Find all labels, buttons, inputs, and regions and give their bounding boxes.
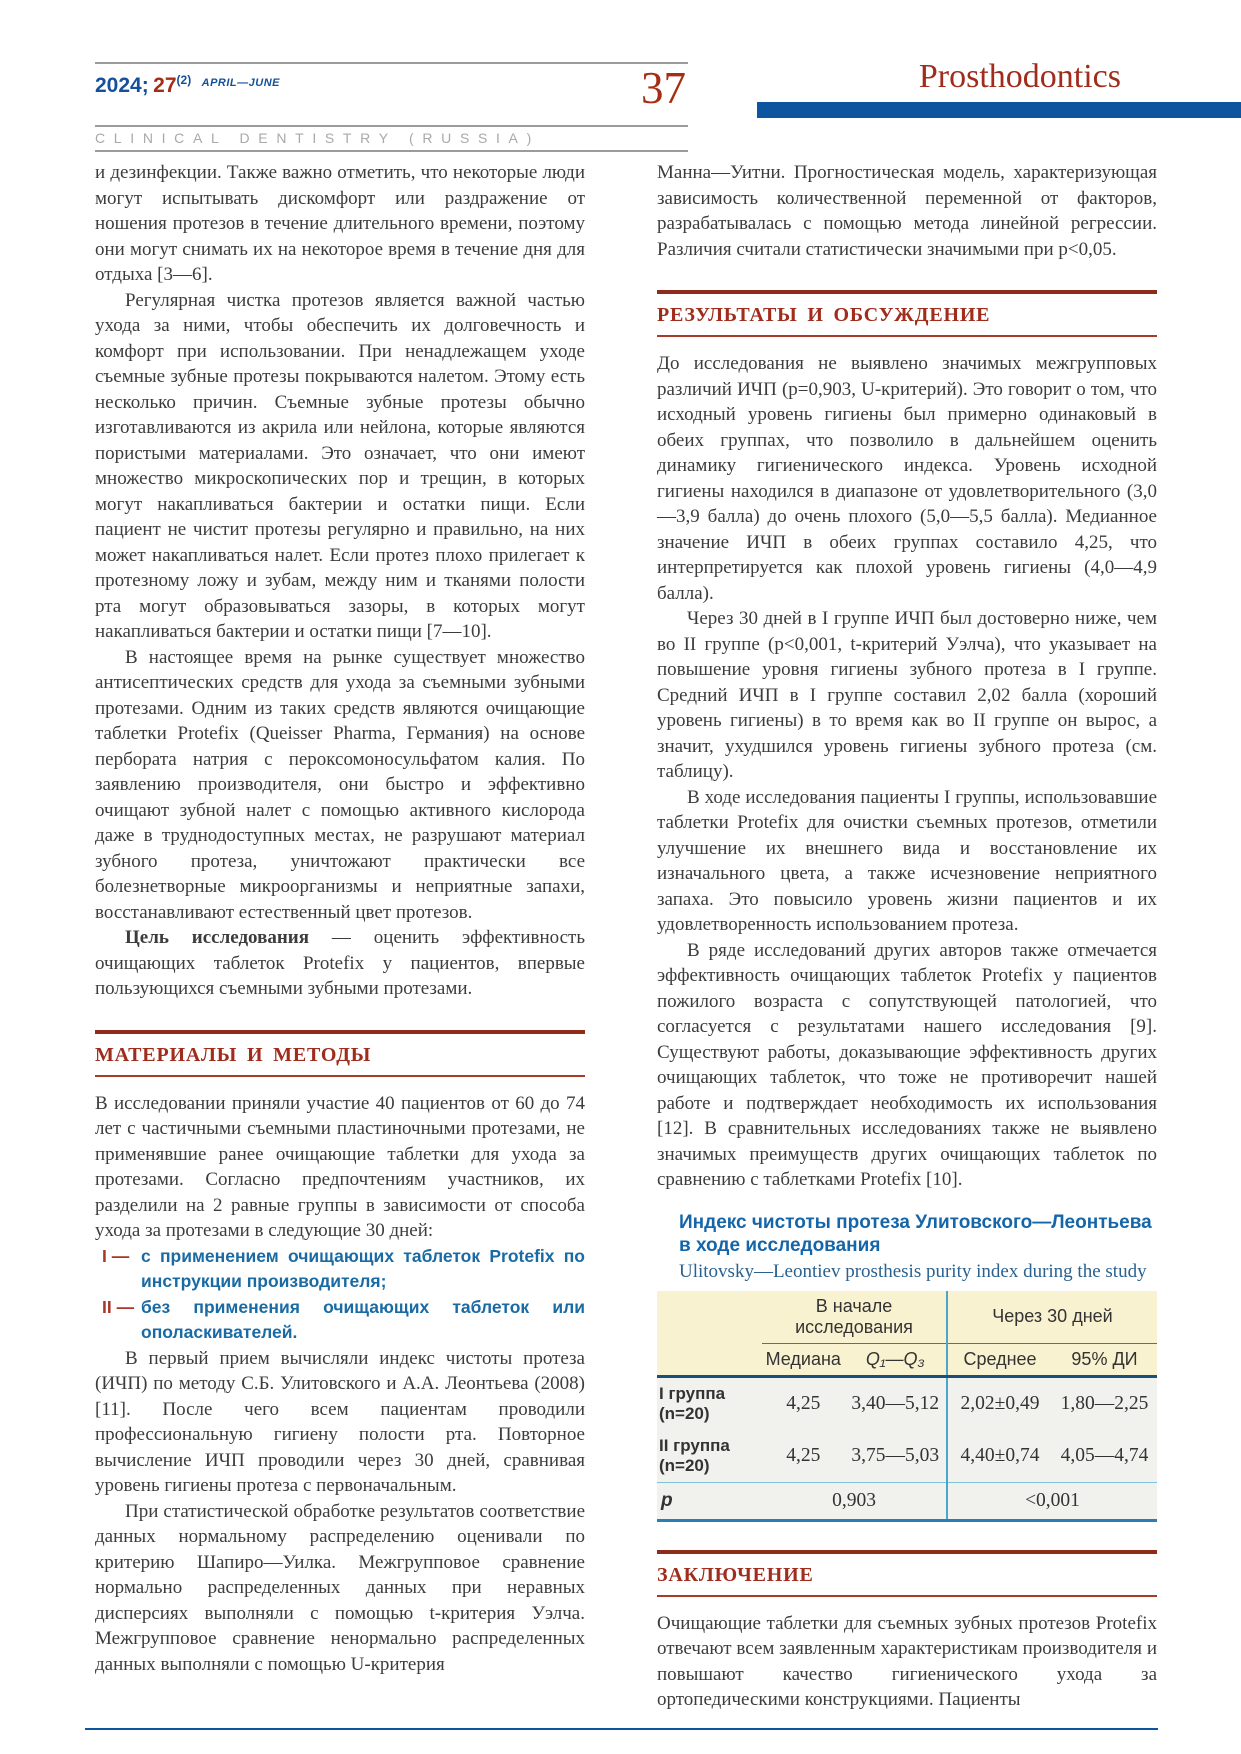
column-right — [657, 160, 1157, 1713]
header-meta-row — [95, 64, 688, 125]
list-text: с применением очищающих таблеток Protefix по инструкции производителя; — [141, 1245, 585, 1291]
paragraph: В исследовании приняли участие 40 пациентов от 60 до 74 лет с частичными съемными пластиночными протезами, не применявшие ранее очищающие таблетки для ухода за протезами. Согласно предпочтениям участников, их разделили на 2 равные группы в зависимости от способа ухода за протезами в следующие 30 дней: — [95, 1092, 585, 1241]
section-heading-conclusion — [657, 1550, 1157, 1597]
section-heading-materials — [95, 1030, 585, 1077]
col-header-ci: 95% ДИ — [1052, 1343, 1157, 1376]
results-table — [657, 1291, 1157, 1522]
cell-quartiles: 3,40—5,12 — [851, 1392, 940, 1414]
footer-rule — [85, 1728, 1158, 1730]
p-value-row — [657, 1482, 1157, 1520]
paragraph: До исследования не выявлено значимых межгрупповых различий ИЧП (p=0,903, U-критерий). Это говорит о том, что исходный уровень гигиены был примерно одинаковый в обеих группах, что позволило в дальнейшем оценить динамику гигиенического индекса. Уровень исходной гигиены находился в диапазоне от удовлетворительного (3,0—3,9 балла) до очень плохого (5,0—5,5 балла). Медианное значение ИЧП в обеих группах составило 4,25, что интерпретируется как плохой уровень гигиены (4,0—4,9 балла). — [657, 353, 1157, 604]
cell-mean: 2,02±0,49 — [947, 1376, 1052, 1430]
issue-months: APRIL—JUNE — [201, 77, 280, 89]
cell-ci: 4,05—4,74 — [1060, 1444, 1149, 1466]
p-label: p — [657, 1482, 762, 1520]
group-name: I группа — [659, 1383, 726, 1403]
list-marker: I — — [102, 1245, 130, 1266]
table-caption-en: Ulitovsky—Leontiev prosthesis purity index during the study — [679, 1260, 1147, 1282]
cell-ci: 1,80—2,25 — [1060, 1392, 1149, 1414]
paragraph: В первый прием вычисляли индекс чистоты протеза (ИЧП) по методу С.Б. Улитовского и А.А. Леонтьева (2008) [11]. После чего всем пациентам проводили профессиональную гигиену полости рта. Повторное вычисление ИЧП проводили через 30 дней, сравнивая уровень гигиены протеза с первоначальным. — [95, 1347, 585, 1496]
paragraph: и дезинфекции. Также важно отметить, что некоторые люди могут испытывать дискомфорт или раздражение от ношения протезов в течение длительного времени, поэтому они могут снимать их на некоторое время в течение дня для отдыха [3—6]. — [95, 162, 585, 285]
paragraph: При статистической обработке результатов соответствие данных нормальному распределению оценивали по критерию Шапиро—Уилка. Межгрупповое сравнение нормально распределенных данных при неравных дисперсиях выполняли с помощью t-критерия Уэлча. Межгрупповое сравнение ненормально распределенных данных выполняли с помощью U-критерия — [95, 1500, 585, 1675]
section-heading-results — [657, 290, 1157, 337]
table-corner-cell — [657, 1291, 762, 1377]
journal-name: CLINICAL DENTISTRY (RUSSIA) — [95, 130, 540, 146]
list-marker: II — — [102, 1296, 135, 1317]
col-group-after-30-days: Через 30 дней — [947, 1291, 1157, 1344]
paragraph: В ряде исследований других авторов также отмечается эффективность очищающих таблеток Protefix у пациентов пожилого возраста с сопутствующей патологией, что согласуется с результатами нашего исследования [9]. Существуют работы, доказывающие эффективность других очищающих таблеток, что тоже не противоречит нашей работе и подтверждает необходимость их использования [12]. В сравнительных исследованиях также не выявлено значимых преимуществ других очищающих таблеток по сравнению с таблетками Protefix [10]. — [657, 939, 1157, 1190]
paragraph: Очищающие таблетки для съемных зубных протезов Protefix отвечают всем заявленным характеристикам производителя и повышают качество гигиенического ухода за ортопедическими конструкциями. Пациенты — [657, 1612, 1157, 1710]
table-caption-ru: Индекс чистоты протеза Улитовского—Леонтьева в ходе исследования — [679, 1211, 1152, 1256]
section-title: МАТЕРИАЛЫ И МЕТОДЫ — [95, 1043, 372, 1066]
paragraph-goal — [95, 925, 585, 1002]
group-name: II группа — [659, 1435, 730, 1455]
section-title-bar — [757, 102, 1241, 118]
list-text: без применения очищающих таблеток или ополаскивателей. — [141, 1296, 585, 1342]
paragraph: В настоящее время на рынке существует множество антисептических средств для ухода за съемными зубными протезами. Одним из таких средств являются очищающие таблетки Protefix (Queisser Pharma, Германия) на основе пербората натрия с пероксомоносульфатом калия. По заявлению производителя, они быстро и эффективно очищают зубной налет с помощью активного кислорода даже в труднодоступных местах, не разрушают материал зубного протеза, уничтожают практически все болезнетворные микроорганизмы и неприятные запахи, восстанавливают естественный цвет протезов. — [95, 646, 585, 923]
paragraph: Через 30 дней в I группе ИЧП был достоверно ниже, чем во II группе (p<0,001, t-критерий Уэлча), что указывает на повышение уровня гигиены зубного протеза в I группе. Средний ИЧП в I группе составил 2,02 балла (хороший уровень гигиены) в то время как во II группе он вырос, а значит, ухудшился уровень гигиены зубного протеза (см. таблицу). — [657, 608, 1157, 782]
col-header-mean: Среднее — [947, 1343, 1052, 1376]
p-value-after: <0,001 — [947, 1482, 1157, 1520]
page-number: 37 — [641, 63, 686, 113]
issue-year: 2024; — [95, 74, 149, 97]
table-row-group-2 — [657, 1430, 1157, 1483]
header-issue-block — [95, 62, 688, 152]
table-group-header-row — [657, 1291, 1157, 1344]
col-header-quartiles: Q₁—Q₃ — [845, 1343, 948, 1376]
col-group-baseline: В начале исследования — [762, 1291, 947, 1344]
running-section-title: Prosthodontics — [918, 58, 1121, 95]
header-section-block — [757, 58, 1241, 118]
cell-mean: 4,40±0,74 — [947, 1430, 1052, 1483]
header-rule-bottom — [95, 150, 688, 152]
study-groups-list — [95, 1244, 585, 1346]
table-row-group-1 — [657, 1376, 1157, 1430]
cell-median: 4,25 — [786, 1392, 821, 1414]
row-label — [657, 1376, 762, 1430]
goal-text: — оценить эффективность очищающих таблеток Protefix у пациентов, впервые пользующихся съемными зубными протезами. — [95, 927, 586, 999]
list-item-group-2 — [95, 1295, 585, 1346]
paragraph: В ходе исследования пациенты I группы, использовавшие таблетки Protefix для очистки съемных протезов, отметили улучшение их внешнего вида и восстановление их изначального цвета, а также исчезновение неприятного запаха. Это повысило уровень жизни пациентов и их удовлетворенность использованием протеза. — [657, 786, 1157, 935]
section-title: ЗАКЛЮЧЕНИЕ — [657, 1563, 814, 1586]
cell-quartiles: 3,75—5,03 — [851, 1444, 940, 1466]
issue-number: (2) — [176, 73, 192, 87]
goal-lead: Цель исследования — [125, 927, 310, 948]
article-body — [95, 160, 1157, 1713]
cell-median: 4,25 — [786, 1444, 821, 1466]
group-n: (n=20) — [659, 1403, 710, 1423]
table-block — [657, 1211, 1157, 1522]
paragraph: Манна—Уитни. Прогностическая модель, характеризующая зависимость количественной переменной от факторов, разрабатывалась с помощью метода линейной регрессии. Различия считали статистически значимыми при p<0,05. — [657, 162, 1157, 260]
issue-volume: 27 — [153, 74, 177, 97]
p-value-baseline: 0,903 — [762, 1482, 947, 1520]
row-label — [657, 1430, 762, 1483]
paragraph: Регулярная чистка протезов является важной частью ухода за ними, чтобы обеспечить их долговечность и комфорт при использовании. При ненадлежащем уходе съемные зубные протезы покрываются налетом. Этому есть несколько причин. Съемные зубные протезы обычно изготавливаются из акрила или нейлона, которые являются пористыми материалами. Это означает, что они имеют множество микроскопических пор и трещин, в которых могут накапливаться бактерии и остатки пищи. Если пациент не чистит протезы регулярно и правильно, на них может накапливаться налет. Если протез плохо прилегает к протезному ложу и зубам, между ним и тканями полости рта могут образовываться зазоры, в которых могут накапливаться бактерии и остатки пищи [7—10]. — [95, 289, 585, 642]
column-left — [95, 160, 585, 1713]
col-header-median: Медиана — [762, 1343, 845, 1376]
section-title: РЕЗУЛЬТАТЫ И ОБСУЖДЕНИЕ — [657, 304, 991, 326]
group-n: (n=20) — [659, 1455, 710, 1475]
list-item-group-1 — [95, 1244, 585, 1295]
